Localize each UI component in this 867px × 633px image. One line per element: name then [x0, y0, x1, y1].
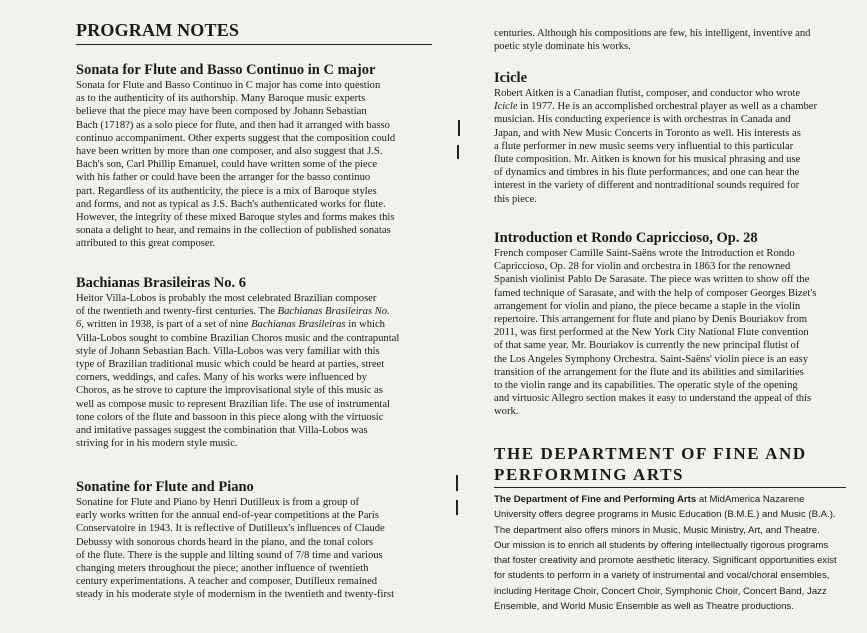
- text-line: transition of the arrangement for the flute and its abilities and similarities: [494, 366, 804, 378]
- text-line: of that same year. Mr. Bouriakov is currently the new principal flutist of: [494, 340, 800, 352]
- text-line: believe that the piece may have been composed by Johann Sebastian: [76, 106, 367, 118]
- text-line: corners, weddings, and cafes. Many of his works were influenced by: [76, 372, 367, 384]
- text-line: work.: [494, 406, 519, 418]
- department-text: [494, 494, 837, 612]
- section-title: Sonatine for Flute and Piano: [76, 479, 254, 495]
- margin-mark: [457, 145, 459, 159]
- section-title: Icicle: [494, 70, 528, 86]
- text-line: poetic style dominate his works.: [494, 41, 631, 53]
- text-line: French composer Camille Saint-Saëns wrote the Introduction et Rondo: [494, 248, 795, 259]
- section-body: [494, 27, 846, 53]
- text-line: Robert Aitken is a Canadian flutist, composer, and conductor who wrote: [494, 88, 801, 99]
- text-line: arrangement for violin and piano, the piece became a staple in the violin: [494, 300, 801, 312]
- text-line: changing meters throughout the piece; another influence of twentieth: [76, 563, 369, 575]
- text-line: of the twentieth and twenty-first centuries. The Bachianas Brasileiras No.: [76, 306, 390, 318]
- margin-mark: [456, 475, 458, 491]
- text-line: and imitative passages suggest the combination that Villa-Lobos was: [76, 425, 368, 437]
- section-sonata: [76, 62, 436, 251]
- text-line: and forms, and not as typical as J.S. Bach's authenticated works for flute.: [76, 198, 386, 210]
- text-line: tone colors of the flute and bassoon in this piece along with the virtuosic: [76, 411, 384, 423]
- text-line: The department also offers minors in Music, Music Ministry, Art, and Theatre.: [494, 524, 820, 536]
- text-line: steady in his moderate style of modernism in the twentieth and twenty-first: [76, 589, 395, 601]
- text-line: Capriccioso, Op. 28 for violin and orchestra in 1863 for the renowned: [494, 261, 791, 273]
- margin-mark: [458, 120, 460, 136]
- page-title: PROGRAM NOTES: [76, 20, 432, 45]
- text-line: century experimentations. A teacher and composer, Dutilleux remained: [76, 576, 378, 588]
- section-body: [76, 292, 436, 450]
- section-title: Sonata for Flute and Basso Continuo in C major: [76, 62, 376, 78]
- department-body: [494, 492, 844, 614]
- text-line: flute composition. Mr. Aitken is known for his musical phrasing and use: [494, 154, 801, 166]
- text-line: type of Brazilian traditional music which could be heard at parties, street: [76, 359, 385, 371]
- text-line: this piece.: [494, 193, 537, 205]
- section-body: [494, 87, 846, 206]
- text-line: that foster creativity and promote aesthetic literacy. Significant opportunities exist: [494, 555, 837, 567]
- text-line: Villa-Lobos sought to combine Brazilian Choros music and the contrapuntal: [76, 332, 400, 344]
- text-line: musician. His conducting experience is with orchestras in Canada and: [494, 114, 791, 126]
- department-title-line1: THE DEPARTMENT OF FINE AND: [494, 444, 807, 463]
- text-line: and virtuosic Allegro section makes it easy to understand the appeal of this: [494, 393, 812, 405]
- text-line: interest in the variety of different and nontraditional sounds required for: [494, 180, 800, 192]
- text-line: attributed to this great composer.: [76, 238, 216, 250]
- text-line: a flute performer in new music seems very influential to this particular: [494, 140, 794, 152]
- section-sonatine: [76, 479, 436, 602]
- section-title: Bachianas Brasileiras No. 6: [76, 275, 246, 291]
- text-line: Bach (1718?) as a solo piece for flute, and then had it arranged with basso: [76, 119, 390, 131]
- text-line: centuries. Although his compositions are few, his intelligent, inventive and: [494, 28, 811, 39]
- section-title: Introduction et Rondo Capriccioso, Op. 28: [494, 230, 758, 246]
- text-line: Our mission is to enrich all students by offering intellectually rigorous programs: [494, 539, 829, 551]
- text-line: Spanish violinist Pablo De Sarasate. The piece was written to show off the: [494, 274, 810, 286]
- text-line: of the flute. There is the supple and lilting sound of 7/8 time and various: [76, 549, 383, 561]
- margin-mark: [456, 500, 458, 515]
- text-line: Icicle in 1977. He is an accomplished orchestral player as well as a chamber: [494, 101, 817, 113]
- text-line: 6, written in 1938, is part of a set of nine Bachianas Brasileiras in which: [76, 319, 385, 331]
- text-line: as to the authenticity of its authorship. Many Baroque music experts: [76, 93, 366, 105]
- department-title-line2: PERFORMING ARTS: [494, 465, 685, 484]
- text-line: to the violin range and its capabilities. The operatic style of the opening: [494, 380, 798, 392]
- text-line: Ensemble, and World Music Ensemble as well as Theatre productions.: [494, 601, 794, 613]
- department-lead: The Department of Fine and Performing Arts: [494, 494, 697, 505]
- text-line: repertoire. This arrangement for flute and piano by Denis Bouriakov from: [494, 314, 808, 326]
- text-line: Bach's son, Carl Phillip Emanuel, could have written some of the piece: [76, 159, 378, 171]
- text-line: 2011, was first performed at the New York City National Flute convention: [494, 327, 809, 339]
- text-line: well as compose music to represent Brazilian life. The use of instrumental: [76, 398, 390, 410]
- text-line: sonata a delight to hear, and remains in the collection of published sonatas: [76, 225, 391, 237]
- text-line: continuo accompaniment. Other experts suggest that the composition could: [76, 132, 396, 144]
- section-bachianas: [76, 275, 436, 450]
- text-line: the Los Angeles Symphony Orchestra. Saint-Saëns' violin piece is an easy: [494, 353, 809, 365]
- text-line: for students to perform in a variety of instrumental and vocal/choral ensembles,: [494, 570, 830, 582]
- section-icicle: [494, 70, 846, 206]
- text-line: with his father or could have been the arranger for the basso continuo: [76, 172, 371, 184]
- text-line: including Heritage Choir, Concert Choir, Symphonic Choir, Concert Band, Jazz: [494, 585, 827, 597]
- text-line: University offers degree programs in Music Education (B.M.E.) and Music (B.A.).: [494, 509, 836, 521]
- section-body: [76, 79, 436, 251]
- text-line: have been written by more than one composer, and also suggest that J.S.: [76, 146, 383, 158]
- text-line: Sonatine for Flute and Piano by Henri Dutilleux is from a group of: [76, 497, 360, 508]
- text-line: early works written for the annual end-of-year competitions at the Paris: [76, 510, 379, 522]
- text-line: part. Regardless of its authenticity, the piece is a mix of Baroque styles: [76, 185, 377, 197]
- text-line: of dynamics and timbres in his flute performances; and one can hear the: [494, 167, 800, 179]
- section-body: [76, 496, 436, 602]
- section-introduction-rondo: [494, 230, 846, 419]
- text-line: style of Johann Sebastian Bach. Villa-Lobos was very familiar with this: [76, 345, 380, 357]
- section-sonatine-continued: [494, 27, 846, 53]
- text-line: Choros, as he strove to capture the improvisational style of this music as: [76, 385, 383, 397]
- text-line: famed technique of Sarasate, and with the help of composer Georges Bizet's: [494, 287, 817, 299]
- text-line: Heitor Villa-Lobos is probably the most celebrated Brazilian composer: [76, 293, 377, 304]
- text-line: However, the integrity of these mixed Baroque styles and forms makes this: [76, 212, 395, 224]
- text-line: at MidAmerica Nazarene: [696, 494, 805, 505]
- text-line: Debussy with sonorous chords heard in the piano, and the tonal colors: [76, 536, 374, 548]
- text-line: Japan, and with New Music Concerts in Toronto as well. His interests as: [494, 127, 801, 139]
- section-body: [494, 247, 846, 419]
- department-title: [494, 443, 846, 488]
- text-line: Conservatoire in 1943. It is reflective of Dutilleux's influences of Claude: [76, 523, 385, 535]
- text-line: Sonata for Flute and Basso Continuo in C major has come into question: [76, 80, 381, 91]
- text-line: striving for in his modern style music.: [76, 438, 238, 450]
